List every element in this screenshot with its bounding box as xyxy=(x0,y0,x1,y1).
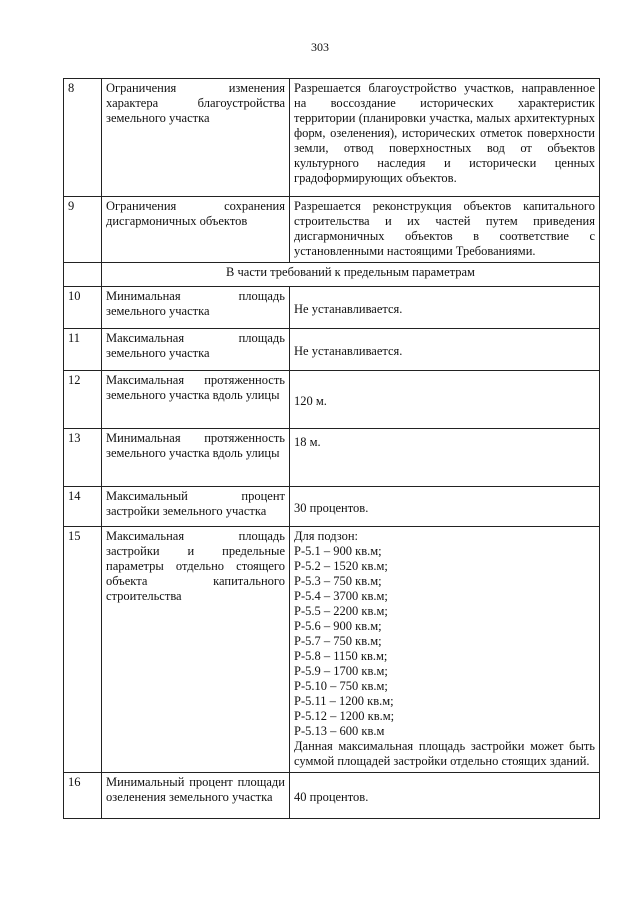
row-value: Не устанавливается. xyxy=(290,329,600,371)
table-row xyxy=(64,527,600,773)
row-number: 16 xyxy=(64,773,102,819)
row-name: Максимальная площадь земельного участка xyxy=(102,329,290,371)
subzone-item: Р-5.3 – 750 кв.м; xyxy=(294,574,382,588)
section-header-row xyxy=(64,263,600,287)
page-number: 303 xyxy=(311,40,329,54)
row-value: Разрешается благоустройство участков, направленное на воссоздание исторических характеристик территории (планировки участка, малых архитектурных форм, озеленения), исторических отметок поверхности земли, отвод поверхностных вод от объектов культурного наследия и исторически ценных градоформирующих объектов. xyxy=(290,79,600,197)
subzone-item: Р-5.11 – 1200 кв.м; xyxy=(294,694,394,708)
row-number: 11 xyxy=(64,329,102,371)
row-value: 120 м. xyxy=(290,371,600,429)
table-row xyxy=(64,197,600,263)
section-header: В части требований к предельным параметрам xyxy=(102,263,600,287)
row-number: 9 xyxy=(64,197,102,263)
subzone-item: Р-5.10 – 750 кв.м; xyxy=(294,679,388,693)
table-row xyxy=(64,79,600,197)
row-value: Разрешается реконструкция объектов капитального строительства и их частей путем приведения дисгармоничных объектов в соответствие с установленными настоящими Требованиями. xyxy=(290,197,600,263)
requirements-table xyxy=(63,78,600,819)
table-row xyxy=(64,371,600,429)
row-name: Ограничения изменения характера благоустройства земельного участка xyxy=(102,79,290,197)
subzone-item: Р-5.9 – 1700 кв.м; xyxy=(294,664,388,678)
row-value: Не устанавливается. xyxy=(290,287,600,329)
subzone-item: Р-5.8 – 1150 кв.м; xyxy=(294,649,388,663)
row-number: 14 xyxy=(64,487,102,527)
row-value: 18 м. xyxy=(290,429,600,487)
row-number: 10 xyxy=(64,287,102,329)
row-name: Минимальный процент площади озеленения земельного участка xyxy=(102,773,290,819)
subzone-item: Р-5.4 – 3700 кв.м; xyxy=(294,589,388,603)
row-name: Минимальная протяженность земельного участка вдоль улицы xyxy=(102,429,290,487)
row-name: Максимальная протяженность земельного участка вдоль улицы xyxy=(102,371,290,429)
subzone-item: Р-5.7 – 750 кв.м; xyxy=(294,634,382,648)
row-name: Минимальная площадь земельного участка xyxy=(102,287,290,329)
row-name: Ограничения сохранения дисгармоничных объектов xyxy=(102,197,290,263)
subzone-note: Данная максимальная площадь застройки может быть суммой площадей застройки отдельно стоящих зданий. xyxy=(294,739,595,768)
subzone-item: Р-5.1 – 900 кв.м; xyxy=(294,544,382,558)
subzone-item: Р-5.5 – 2200 кв.м; xyxy=(294,604,388,618)
subzone-item: Р-5.12 – 1200 кв.м; xyxy=(294,709,395,723)
row-number: 8 xyxy=(64,79,102,197)
empty-cell xyxy=(64,263,102,287)
row-number: 12 xyxy=(64,371,102,429)
table-row xyxy=(64,773,600,819)
table-row xyxy=(64,287,600,329)
subzone-item: Р-5.2 – 1520 кв.м; xyxy=(294,559,388,573)
table-row xyxy=(64,487,600,527)
table-row xyxy=(64,429,600,487)
subzone-intro: Для подзон: xyxy=(294,529,359,543)
subzone-item: Р-5.6 – 900 кв.м; xyxy=(294,619,382,633)
table-row xyxy=(64,329,600,371)
row-number: 15 xyxy=(64,527,102,773)
subzone-item: Р-5.13 – 600 кв.м xyxy=(294,724,385,738)
row-name: Максимальная площадь застройки и предельные параметры отдельно стоящего объекта капитального строительства xyxy=(102,527,290,773)
row-value: 30 процентов. xyxy=(290,487,600,527)
row-value: 40 процентов. xyxy=(290,773,600,819)
row-number: 13 xyxy=(64,429,102,487)
row-value xyxy=(290,527,600,773)
row-name: Максимальный процент застройки земельного участка xyxy=(102,487,290,527)
